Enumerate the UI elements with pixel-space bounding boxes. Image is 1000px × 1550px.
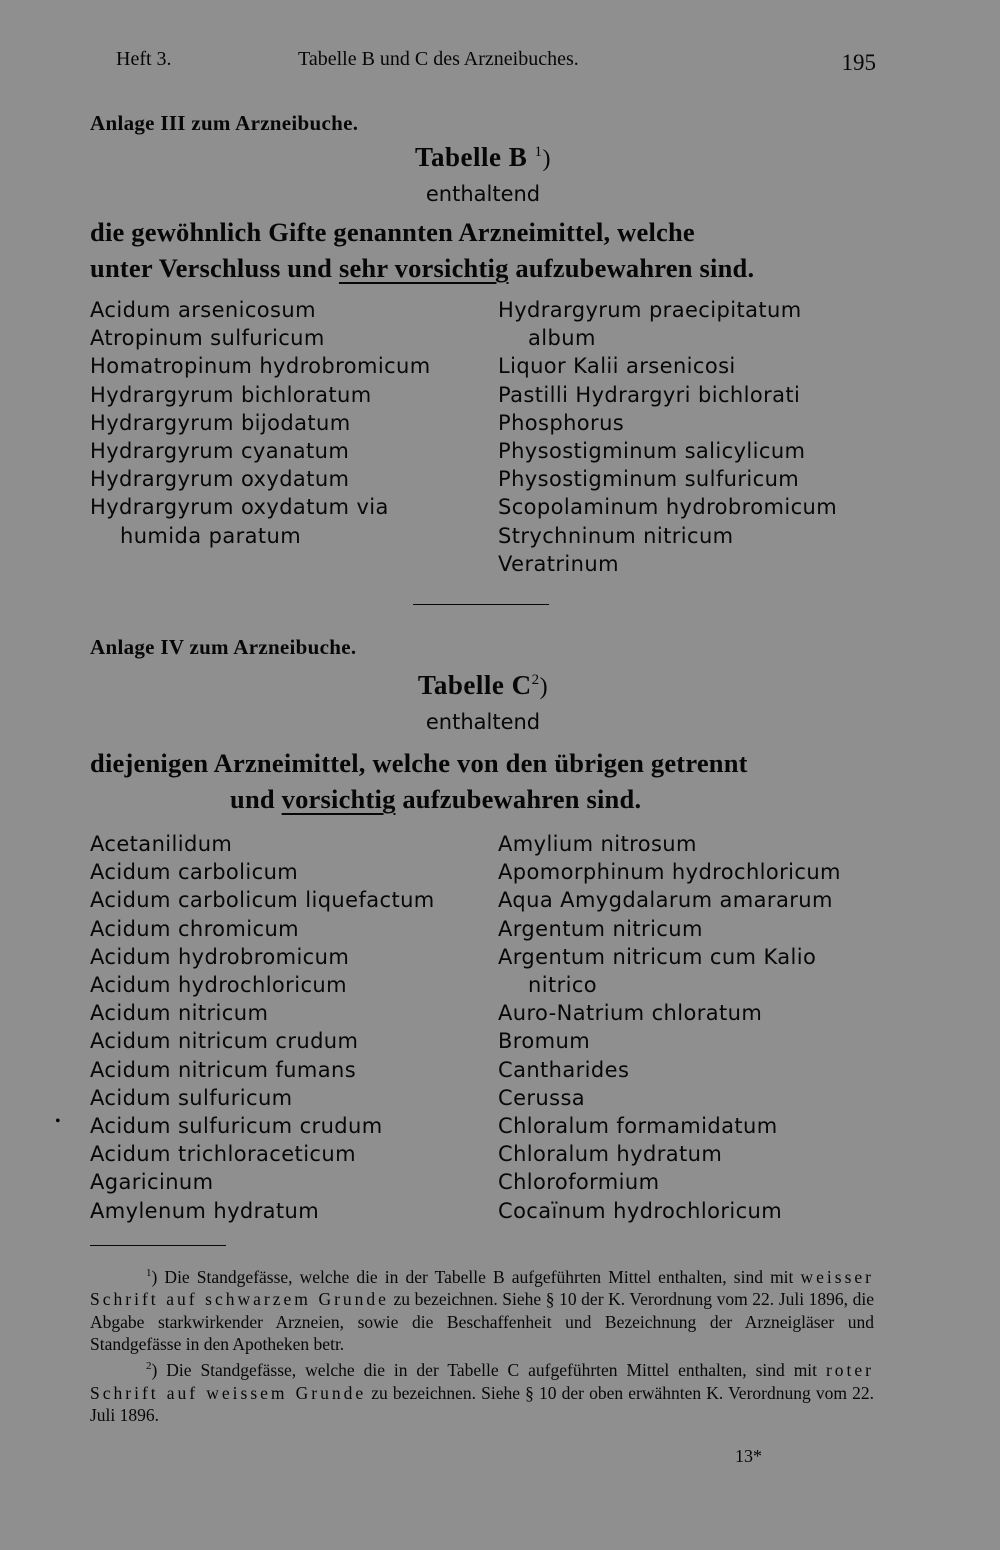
table-b-title-text: Tabelle B <box>414 142 528 172</box>
table-b-heading-line1: die gewöhnlich Gifte genannten Arzneimittel, welche <box>90 217 695 247</box>
spaced-emphasis: roter Schrift auf weissem Grunde <box>90 1360 874 1403</box>
list-item: Bromum <box>498 1029 591 1054</box>
list-item: Homatropinum hydrobromicum <box>90 354 431 379</box>
table-b-paren: ) <box>542 146 552 172</box>
footnote-text: zu bezeichnen. Siehe § 10 der K. Verordnung vom 22. Juli 1896, die Abgabe starkwirkender Arzneien, sowie die Beschaffenheit und Bezeichnung der Arzneigläser und Standgefässe in den Apotheken betr. <box>90 1289 874 1355</box>
list-item: Scopolaminum hydrobromicum <box>498 495 838 520</box>
list-item: Acidum hydrobromicum <box>90 944 350 969</box>
annex-iii-label: Anlage III zum Arzneibuche. <box>90 111 359 135</box>
list-item: Acidum carbolicum <box>90 860 299 885</box>
table-c-containing: enthaltend <box>425 710 541 734</box>
list-item: Hydrargyrum oxydatum via <box>90 495 389 520</box>
table-c-heading <box>90 745 880 817</box>
list-item: Acidum nitricum crudum <box>90 1029 359 1054</box>
table-c-title <box>0 670 966 701</box>
list-item: Acidum nitricum <box>90 1001 269 1026</box>
signature-mark: 13* <box>735 1446 762 1466</box>
list-item: Acidum trichloraceticum <box>90 1142 356 1167</box>
list-item: Aqua Amygdalarum amararum <box>498 888 833 913</box>
footnote-2-marker: 2 <box>146 1360 152 1373</box>
footnote-ref-1: 1 <box>534 144 543 160</box>
footnote-1-marker: 1 <box>146 1267 152 1279</box>
footnote-divider <box>90 1245 226 1246</box>
list-item: Hydrargyrum bichloratum <box>90 382 372 407</box>
footnote-2 <box>90 1355 874 1426</box>
list-item: Acidum sulfuricum <box>90 1085 293 1110</box>
annex-iv-label: Anlage IV zum Arzneibuche. <box>90 635 357 659</box>
table-c-title-text: Tabelle C <box>417 670 532 700</box>
heading-text: aufzubewahren sind. <box>395 784 642 814</box>
list-item: Agaricinum <box>90 1170 214 1195</box>
list-item: Hydrargyrum praecipitatum <box>498 298 802 322</box>
spaced-emphasis: weisser Schrift auf schwarzem Grunde <box>90 1266 874 1310</box>
underlined-emphasis: sehr vorsichtig <box>338 253 509 283</box>
list-item-continuation: nitrico <box>528 973 598 998</box>
table-b-containing: enthaltend <box>425 182 541 206</box>
list-item: Acidum chromicum <box>90 916 300 941</box>
list-item: Phosphorus <box>498 410 625 435</box>
list-item: Hydrargyrum cyanatum <box>90 439 350 464</box>
table-c-paren: ) <box>539 674 549 700</box>
underlined-emphasis: vorsichtig <box>281 784 396 814</box>
list-item: Physostigminum sulfuricum <box>498 467 800 492</box>
list-item-continuation: album <box>528 326 596 351</box>
issue-number: Heft 3. <box>116 48 172 70</box>
table-b-heading-line2 <box>90 250 876 286</box>
footnote-text: zu bezeichnen. Siehe § 10 der oben erwähnten K. Verordnung vom 22. Juli 1896. <box>90 1382 874 1426</box>
list-item: Veratrinum <box>498 551 619 576</box>
list-item: Strychninum nitricum <box>498 523 734 548</box>
running-title: Tabelle B und C des Arzneibuches. <box>298 48 579 70</box>
footnote-ref-2: 2 <box>531 672 540 688</box>
page-number: 195 <box>841 50 876 75</box>
table-c-left-column <box>90 830 435 1225</box>
list-item: Liquor Kalii arsenicosi <box>498 354 736 379</box>
margin-mark: • <box>55 1113 61 1130</box>
heading-text: und <box>230 784 282 814</box>
table-b-right-column <box>498 296 837 578</box>
list-item: Atropinum sulfuricum <box>90 326 325 351</box>
list-item-continuation: humida paratum <box>120 523 302 548</box>
table-b-left-column <box>90 296 431 550</box>
list-item: Amylium nitrosum <box>498 832 697 856</box>
list-item: Cocaïnum hydrochloricum <box>498 1198 783 1223</box>
table-c-heading-line2 <box>90 781 880 817</box>
table-c-heading-line1: diejenigen Arzneimittel, welche von den übrigen getrennt <box>90 748 748 778</box>
list-item: Acidum carbolicum liquefactum <box>90 888 435 913</box>
list-item: Cerussa <box>498 1085 586 1110</box>
list-item: Chloralum hydratum <box>498 1142 723 1167</box>
table-c-right-column <box>498 830 841 1225</box>
list-item: Chloralum formamidatum <box>498 1114 778 1139</box>
table-b-heading <box>90 214 876 286</box>
footnote-text: ) Die Standgefässe, welche die in der Tabelle B aufgeführten Mittel enthalten, sind mit <box>151 1266 801 1287</box>
footnotes <box>90 1262 874 1427</box>
list-item: Chloroformium <box>498 1170 660 1195</box>
list-item: Acidum sulfuricum crudum <box>90 1114 383 1139</box>
list-item: Argentum nitricum cum Kalio <box>498 944 817 969</box>
list-item: Physostigminum salicylicum <box>498 439 806 464</box>
list-item: Acetanilidum <box>90 832 233 856</box>
heading-text: unter Verschluss und <box>90 253 339 283</box>
list-item: Hydrargyrum bijodatum <box>90 410 351 435</box>
table-b-title <box>0 142 966 173</box>
heading-text: aufzubewahren sind. <box>508 253 755 283</box>
footnote-text: ) Die Standgefässe, welche die in der Tabelle C aufgeführten Mittel enthalten, sind mit <box>151 1360 826 1381</box>
list-item: Apomorphinum hydrochloricum <box>498 860 841 885</box>
running-head <box>116 48 876 80</box>
list-item: Auro-Natrium chloratum <box>498 1001 763 1026</box>
section-divider <box>413 604 549 605</box>
footnote-1 <box>90 1262 874 1355</box>
list-item: Acidum nitricum fumans <box>90 1057 357 1082</box>
list-item: Argentum nitricum <box>498 916 703 941</box>
list-item: Pastilli Hydrargyri bichlorati <box>498 382 801 407</box>
list-item: Cantharides <box>498 1057 630 1082</box>
list-item: Acidum hydrochloricum <box>90 973 347 998</box>
list-item: Amylenum hydratum <box>90 1198 320 1223</box>
list-item: Acidum arsenicosum <box>90 298 316 322</box>
list-item: Hydrargyrum oxydatum <box>90 467 350 492</box>
